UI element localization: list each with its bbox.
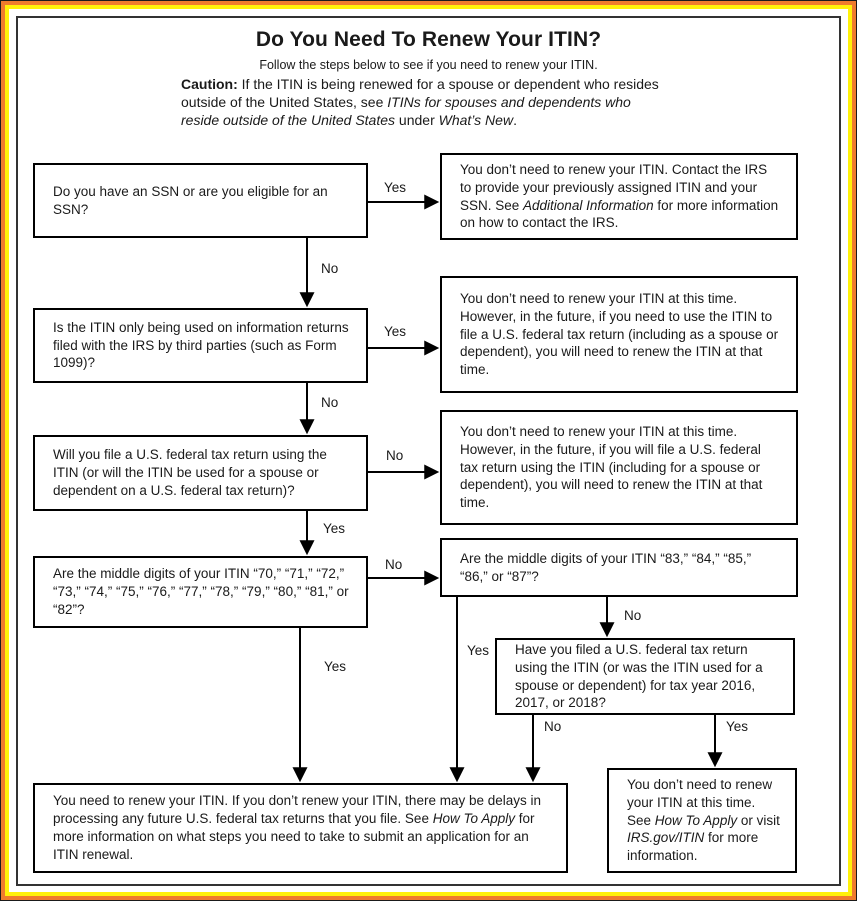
edge-label-q4-no: No — [385, 557, 403, 572]
question-text: Is the ITIN only being used on information returns filed with the IRS by third parties (such as Form 1099)? — [53, 319, 349, 371]
question-text: Do you have an SSN or are you eligible for an SSN? — [53, 183, 328, 217]
result-box-no-renew-how-to-apply — [607, 768, 797, 873]
result-box-no-renew-future-use — [440, 276, 798, 393]
edge-label-q3-yes: Yes — [323, 521, 346, 536]
question-box-ssn-eligible — [33, 163, 368, 238]
result-text: You need to renew your ITIN. If you don’t renew your ITIN, there may be delays in processing any future U.S. federal tax returns that you file. See How To Apply for more information on what steps you need to take to submit an application for an ITIN renewal. — [53, 793, 542, 862]
flowchart-canvas — [18, 18, 839, 884]
question-text: Will you file a U.S. federal tax return using the ITIN (or will the ITIN be used for a spouse or dependent on a U.S. federal tax return)? — [53, 447, 327, 498]
question-text: Are the middle digits of your ITIN “83,” “84,” “85,” “86,” or “87”? — [460, 550, 752, 584]
question-box-file-tax-return — [33, 435, 368, 511]
question-box-filed-2016-2018 — [495, 638, 795, 715]
question-box-information-returns — [33, 308, 368, 383]
page-title: Do You Need To Renew Your ITIN? — [255, 28, 602, 51]
edge-label-q6-no: No — [544, 719, 562, 734]
result-text: You don’t need to renew your ITIN at this time. See How To Apply or visit IRS.gov/ITIN for more information. — [627, 776, 780, 864]
edge-label-q4-yes: Yes — [324, 659, 347, 674]
result-box-need-to-renew — [33, 783, 568, 873]
result-text: You don’t need to renew your ITIN at this time. However, in the future, if you need to use the ITIN to file a U.S. federal tax return (including as a spouse or dependent), you will need to renew the ITIN at that time. — [460, 290, 779, 378]
question-box-middle-digits-70-82 — [33, 556, 368, 628]
edge-label-q2-no: No — [321, 395, 339, 410]
question-box-middle-digits-83-87 — [440, 538, 798, 597]
question-text: Have you filed a U.S. federal tax return using the ITIN (or was the ITIN used for a spouse or dependent) for tax year 2016, 2017, or 2018? — [515, 641, 763, 711]
question-text: Are the middle digits of your ITIN “70,” “71,” “72,” “73,” “74,” “75,” “76,” “77,” “78,” “79,” “80,” “81,” or “82”? — [53, 566, 349, 617]
edge-label-q1-no: No — [321, 261, 339, 276]
edge-label-q1-yes: Yes — [384, 180, 407, 195]
edge-label-q5-no: No — [624, 608, 642, 623]
caution-note: Caution: If the ITIN is being renewed for a spouse or dependent who resides outside of the United States, see ITINs for spouses and dependents who reside outside of the United States under What’s New. — [181, 76, 659, 128]
result-box-no-renew-contact-irs — [440, 153, 798, 240]
result-text: You don’t need to renew your ITIN at this time. However, in the future, if you will file a U.S. federal tax return using the ITIN (including for a spouse or dependent), you will need to renew the ITIN at that time. — [460, 423, 763, 511]
edge-label-q3-no: No — [386, 448, 404, 463]
page-subtitle: Follow the steps below to see if you need to renew your ITIN. — [259, 58, 598, 72]
edge-label-q5-yes: Yes — [467, 643, 490, 658]
edge-label-q2-yes: Yes — [384, 324, 407, 339]
result-box-no-renew-future-file — [440, 410, 798, 525]
edge-label-q6-yes: Yes — [726, 719, 749, 734]
flowchart-frame — [16, 16, 841, 886]
result-text: You don’t need to renew your ITIN. Contact the IRS to provide your previously assigned ITIN and your SSN. See Additional Information for more information on how to contact the IRS. — [460, 161, 779, 231]
